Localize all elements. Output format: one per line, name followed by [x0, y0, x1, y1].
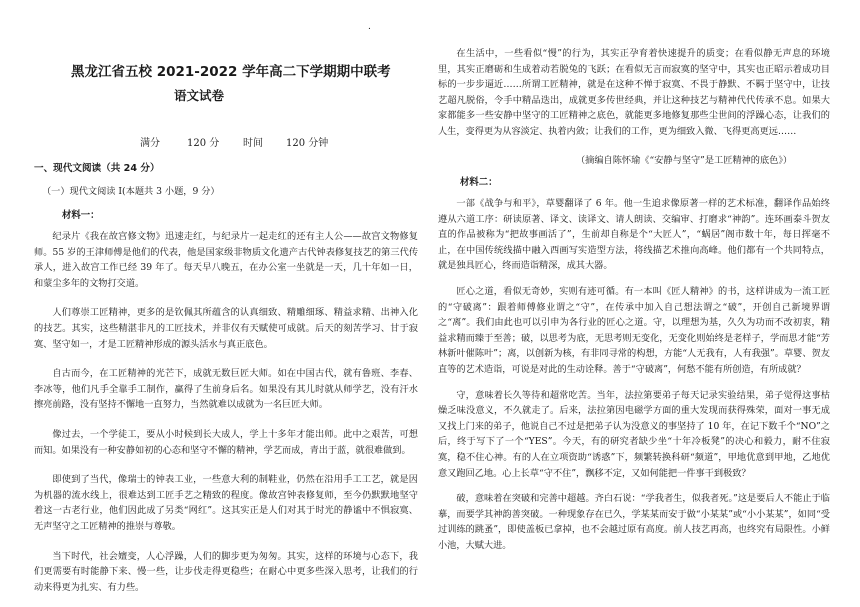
- score-value: 120 分: [187, 138, 220, 149]
- material-2-body: [438, 196, 830, 553]
- paragraph: 人们尊崇工匠精神，更多的是钦佩其所蕴含的认真细致、精雕细琢、精益求精、出神入化的技艺。其实，这些精湛非凡的工匠技术，并非仅有天赋使可成就。后天的刻苦学习、甘于寂寞、坚守如一，才是工匠精神形成的源头活水与真正底色。: [34, 307, 418, 350]
- paragraph: 破，意味着在突破和完善中超越。齐白石说：“学我者生，似我者死。”这是要后人不能止于临摹，而要学其神韵善突破。一种现象存在已久，学某某而安于做“小某某”或“小小某某”，如同“受过训练的跳蚤”，即使盖板已拿掉，也不会越过原有高度。前人技艺再高，也终究有局限性。小鲜小池，大赋大进。: [438, 493, 830, 551]
- score-label: 满分: [140, 138, 160, 149]
- paragraph: 当下时代，社会嬗变，人心浮躁，人们的脚步更为匆匆。其实，这样的环境与心态下，我们更需要有时能静下来、慢一些，让步伐走得更稳些；在耐心中更多些深入思考，让我们的行动来得更为扎实、有力些。: [34, 550, 418, 593]
- paragraph: 匠心之道，看似无奇妙，实则有迹可循。有一本叫《匠人精神》的书，这样讲成为一流工匠的“守破离”：跟着师傅修业谓之“守”，在传承中加入自己想法谓之“破”，开创自己新境界谓之“离”。我们由此也可以引申为各行业的匠心之道。守，以理想为基，久久为功而不改初衷，精益求精而臻于至善；破，以思考为底，无思考则无变化，无变化则始终是老样子，学而思才能“芳林新叶催陈叶”；离，以创新为核，有非同寻常的构想，方能“人无我有，人有我强”。草婴、贺友直等的艺术造诣，可说是对此的生动诠释。善于“守破离”，何愁不能有所创造，有所成就？: [438, 285, 830, 375]
- exam-title: 黑龙江省五校 2021-2022 学年高二下学期期中联考: [71, 64, 391, 80]
- paragraph: 即使到了当代，像瑞士的钟表工业，一些意大利的制鞋业，仍然在沿用手工工艺，就是因为机器的流水线上，很难达到工匠手艺之精致的程度。像故宫钟表修复师，至今仍默默地坚守着这一古老行业，他们因此成了另类“网红”。这其实正是人们对其于时光的静谧中不惧寂寞、无声坚守之工匠精神的推崇与尊敬。: [34, 474, 418, 532]
- subsection-heading: （一）现代文阅读 I(本题共 3 小题，9 分）: [42, 186, 220, 197]
- material-1-continued: [438, 46, 830, 140]
- paragraph: 在生活中，一些看似“慢”的行为，其实正孕育着快速提升的质变；在看似静无声息的环境里，其实正磨砺和生成着动若脱兔的飞跃；在看似无言而寂寞的坚守中，其实也正昭示着成功目标的一步步逼近……所谓工匠精神，就是在这种不惮于寂寞、不畏于静默、不羁于坚守中，让技艺超凡脱俗，令手中精品迭出，成就更多传世经典，并让这种技艺与精神代代传承不息。如果大家都能多一些安静中坚守的工匠精神之底色，就能更多地修复那些尘世间的浮躁心态，让我们的人生，变得更为从容淡定、执着内敛；让我们的工作，更为细致入微、飞得更高更远……: [438, 48, 830, 137]
- material-1-label: 材料一：: [62, 210, 100, 221]
- paragraph: 守，意味着长久等待和超常吃苦。当年，法拉第要弟子每天记录实验结果，弟子觉得这事枯燥乏味没意义，不久就走了。后来，法拉第因电磁学方面的重大发现而获得殊荣，面对一事无成又找上门来的弟子，他说自己不过是把弟子认为没意义的事坚持了 10 年，在记下数千个“NO”之后，终于写下了一个“YES”。今天，有的研究者缺少坐“十年冷板凳”的决心和毅力，耐不住寂寞，稳不住心神。有的人在立项资助“诱惑”下，频繁转换科研“频道”，甲地优意到甲地，乙地优意又跑回乙地。心上长草“守不住”，飘移不定，又如何能把一件事干到极致？: [438, 389, 830, 479]
- citation: （摘编自陈怀瑜《“安静与坚守”是工匠精神的底色》）: [576, 155, 793, 166]
- paragraph: 自古而今，在工匠精神的光芒下，成就无数巨匠大师。如在中国古代，就有鲁班、李春、李冰等，他们凡手全靠手工制作，赢得了生前身后名。如果没有其儿时就从师学艺，没有汗水擦亮前路，没有坚持不懈地一直努力，当然就难以成就为一名巨匠大师。: [34, 368, 418, 411]
- material-2-label: 材料二：: [460, 177, 498, 188]
- exam-subject: 语文试卷: [174, 88, 225, 103]
- section-heading: 一、现代文阅读（共 24 分）: [34, 163, 160, 174]
- header-dot: .: [368, 22, 371, 32]
- time-value: 120 分钟: [286, 138, 329, 149]
- paragraph: 像过去，一个学徒工，要从小时候到长大成人，学上十多年才能出师。此中之艰苦，可想而知。如果没有一种安静如初的心态和坚守不懈的精神，学艺而成，青出于蓝，就很难做到。: [34, 428, 418, 456]
- paragraph: 纪录片《我在故宫修文物》迅速走红，与纪录片一起走红的还有主人公——故宫文物修复师。55 岁的王津师傅是他们的代表，他是国家级非物质文化遗产古代钟表修复技艺的第三代传承人，进入故宫工作已经 39 年了。每天早八晚五，在办公室一坐就是一天，几十年如一日，和蒙尘多年的文物打交道。: [34, 231, 418, 289]
- material-1-body: [34, 229, 418, 595]
- paragraph: 一部《战争与和平》，草婴翻译了 6 年。他一生追求像原著一样的艺术标准，翻译作品始终遵从六道工序：研读原著、译文、读译文、请人朗读、交编审、打磨求“神韵”。连环画泰斗贺友直的作品被称为“把故事画活了”，生前却自称是个“大匠人”，“蜗居”阁市数十年，每日挥毫不止，在中国传统线描中融入西画写实造型方法，将线描艺术推向高峰。他们都有一个共同特点，就是独具匠心，终而造诣精深，成其大器。: [438, 198, 830, 272]
- time-label: 时间: [243, 138, 263, 149]
